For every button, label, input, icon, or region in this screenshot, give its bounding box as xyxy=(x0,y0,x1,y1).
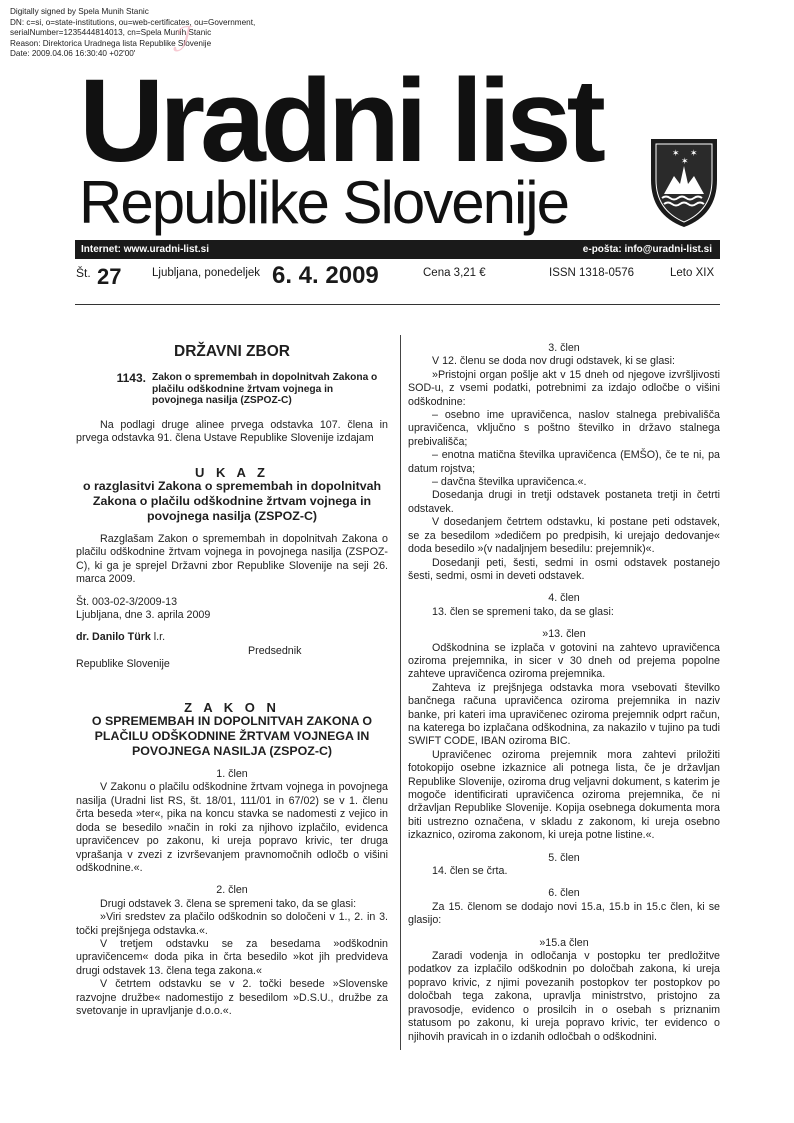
ukaz-heading: U K A Z xyxy=(195,464,269,480)
signer-name: dr. Danilo Türk xyxy=(76,631,151,644)
act-heading xyxy=(76,372,388,407)
article-heading: 1. člen xyxy=(216,768,248,781)
issue-number: 27 xyxy=(97,264,122,289)
header-divider xyxy=(75,304,720,305)
article-text: V Zakonu o plačilu odškodnine žrtvam vojnega in povojnega nasilja (Uradni list RS, št. 18/01, 111/01 in 67/02) se v 1. členu črta beseda »ter«, pika na koncu stavka se nadomesti z vejico in doda se besedilo »način in roki za njihovo izplačilo, evidenca upravičencev po zakonu, ki ureja popravo krivic, ter druga vprašanja v zvezi z izvrševanjem pravnomočnih odločb o višini odškodnine.«. xyxy=(76,781,388,874)
reference-date: Ljubljana, dne 3. aprila 2009 xyxy=(76,609,211,622)
zakon-heading: Z A K O N xyxy=(184,699,280,715)
article-heading: 5. člen xyxy=(548,851,580,864)
right-column xyxy=(408,342,720,1044)
article-text: – enotna matična številka upravičenca (EMŠO), če te ni, pa datum rojstva; xyxy=(408,449,720,475)
article-text: V 12. členu se doda nov drugi odstavek, ki se glasi: xyxy=(432,355,675,368)
article-text: Zahteva iz prejšnjega odstavka mora vsebovati številko bančnega računa upravičenca oziroma prejemnika in naziv banke, pri kateri ima upravičenec oziroma prejemnik odprt račun, na katerega bo izplačana odškodnina, za nakazilo v tujino pa tudi SWIFT CODE, IBAN oziroma BIC. xyxy=(408,681,720,748)
signature-scribble-icon: ℐ xyxy=(172,20,188,60)
issue-issn: ISSN 1318-0576 xyxy=(549,267,635,279)
article-heading: 3. člen xyxy=(548,342,580,354)
article-text: V dosedanjem četrtem odstavku, ki postane peti odstavek, se za besedilom »dedičem po predpisih, ki urejajo dedovanje« doda besedilo »(v nadaljnjem besedilu: prejemnik)«. xyxy=(408,516,720,556)
digital-signature-block xyxy=(10,7,255,60)
article-text: 13. člen se spremeni tako, da se glasi: xyxy=(432,605,614,618)
svg-text:✶: ✶ xyxy=(690,148,698,158)
signature-line: Digitally signed by Spela Munih Stanic xyxy=(10,7,149,16)
ukaz-text: Razglašam Zakon o spremembah in dopolnitvah Zakona o plačilu odškodnine žrtvam vojnega in povojnega nasilja (ZSPOZ-C), ki ga je sprejel Državni zbor Republike Slovenije na seji 26. marca 2009. xyxy=(76,533,388,586)
email-link[interactable]: e-pošta: info@uradni-list.si xyxy=(582,244,712,255)
act-title: Zakon o spremembah in dopolnitvah Zakona o plačilu odškodnine žrtvam vojnega in povojnega nasilja (ZSPOZ-C) xyxy=(152,372,378,407)
issue-place-day: Ljubljana, ponedeljek xyxy=(152,267,261,279)
issue-date: 6. 4. 2009 xyxy=(272,262,379,289)
signature-line: DN: c=si, o=state-institutions, ou=web-certificates, ou=Government, xyxy=(10,17,256,27)
section-title: DRŽAVNI ZBOR xyxy=(174,343,290,360)
article-text: Dosedanja drugi in tretji odstavek postaneta tretji in četrti odstavek. xyxy=(408,489,720,515)
article-text: – davčna številka upravičenca.«. xyxy=(432,476,587,489)
column-divider xyxy=(400,335,401,1050)
zakon-title: O SPREMEMBAH IN DOPOLNITVAH ZAKONA O PLAČILU ODŠKODNINE ŽRTVAM VOJNEGA IN POVOJNEGA NASILJA (ZSPOZ-C) xyxy=(91,714,373,759)
svg-text:✶: ✶ xyxy=(672,148,680,158)
issue-year: Leto XIX xyxy=(670,267,715,279)
article-text: Dosedanji peti, šesti, sedmi in osmi odstavek postanejo šesti, sedmi, osmi in deveti odstavek. xyxy=(408,556,720,582)
article-text: V tretjem odstavku se za besedama »odškodnin upravičencem« doda pika in črta besedilo »kot jih predvideva drugi odstavek 13. člena tega zakona.« xyxy=(76,937,388,977)
article-text: »Pristojni organ pošlje akt v 15 dneh od njegove izvršljivosti SOD-u, z vsemi podatki, potrebnimi za izdajo odločbe o višini odškodnine: xyxy=(408,368,720,408)
masthead-title: Uradni list xyxy=(79,55,601,187)
article-text: Upravičenec oziroma prejemnik mora zahtevi priložiti fotokopijo osebne izkaznice ali potnega lista, če je državljan Republike Slovenije, oziroma drug veljavni dokument, s katerim je mogoče identificirati upravičenca oziroma prejemnika, če ni državljan Republike Slovenije. Kopija osebnega dokumenta mora biti ustrezno označena, v skladu z zakonom, ki ureja osebno izkaznico, oziroma zakonom, ki ureja potne listine.«. xyxy=(408,748,720,842)
article-text: – osebno ime upravičenca, naslov stalnega prebivališča upravičenca, vključno s poštno številko in državo stalnega prebivališča; xyxy=(408,409,720,448)
article-text: »Viri sredstev za plačilo odškodnin so določeni v 1., 2. in 3. točki prejšnjega odstavka.«. xyxy=(76,911,388,937)
article-text: Drugi odstavek 3. člena se spremeni tako, da se glasi: xyxy=(100,897,357,910)
website-link[interactable]: Internet: www.uradni-list.si xyxy=(81,244,209,255)
article-heading: 6. člen xyxy=(548,887,580,900)
coat-of-arms-icon xyxy=(650,136,718,228)
article-text: Za 15. členom se dodajo novi 15.a, 15.b in 15.c člen, ki se glasijo: xyxy=(408,900,720,927)
article-heading: 2. člen xyxy=(216,884,248,897)
signer-role: Predsednik xyxy=(248,644,302,657)
signature-line: Reason: Direktorica Uradnega lista Republike Slovenije xyxy=(10,38,212,48)
signer-suffix: l.r. xyxy=(150,631,166,644)
article-text: V četrtem odstavku se v 2. točki besede »Slovenske razvojne družbe« nadomestijo z besedilom »D.S.U., družbe za svetovanje in upravljanje d.o.o.«. xyxy=(76,978,388,1017)
article-heading: »13. člen xyxy=(542,628,586,641)
ukaz-title: o razglasitvi Zakona o spremembah in dopolnitvah Zakona o plačilu odškodnine žrtvam vojnega in povojnega nasilja (ZSPOZ-C) xyxy=(82,479,382,523)
signature-line: serialNumber=1235444814013, cn=Spela Munih Stanic xyxy=(10,28,212,38)
intro-paragraph: Na podlagi druge alinee prvega odstavka 107. člena in prvega odstavka 91. člena Ustave Republike Slovenije izdajam xyxy=(76,418,388,445)
signature-line: Date: 2009.04.06 16:30:40 +02'00' xyxy=(10,49,136,59)
left-column xyxy=(76,342,388,1018)
article-heading: »15.a člen xyxy=(539,936,589,949)
article-text: Odškodnina se izplača v gotovini na zahtevo upravičenca oziroma prejemnika, in sicer v 30 dneh od prejema popolne zahteve upravičenca oziroma prejemnika. xyxy=(408,641,720,681)
article-text: Zaradi vodenja in odločanja v postopku ter predložitve podatkov za izplačilo odškodnin po določbah zakona, ki ureja popravo krivic, z njimi povezanih postopkov ter postopkov po določbah tega zakona, upravlja ministrstvo, pristojno za pravosodje, evidenco o prosilcih in o osebah s priznanim statusom po zakonu, ki ureja popravo krivic, ter evidenco o njihovih pravicah in o izdanih odločbah o odškodnini. xyxy=(408,950,720,1043)
svg-text:✶: ✶ xyxy=(681,156,689,166)
issue-price: Cena 3,21 € xyxy=(423,267,486,279)
reference-number: Št. 003-02-3/2009-13 xyxy=(76,595,178,608)
issue-number-label: Št. xyxy=(76,266,91,280)
masthead-subtitle: Republike Slovenije xyxy=(79,169,568,236)
article-heading: 4. člen xyxy=(548,592,580,605)
signer-line xyxy=(76,631,388,644)
issue-info-row xyxy=(75,262,720,292)
signer-org: Republike Slovenije xyxy=(76,658,170,671)
contact-bar xyxy=(75,240,720,259)
act-number: 1143. xyxy=(116,371,146,385)
article-text: 14. člen se črta. xyxy=(432,865,508,878)
